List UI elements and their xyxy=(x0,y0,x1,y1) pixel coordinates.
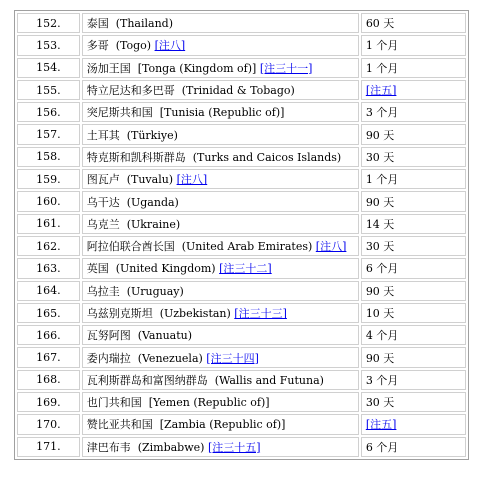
stay-period-cell xyxy=(361,80,466,100)
country-name-en: (Togo) xyxy=(115,39,152,53)
footnote-link[interactable]: [注三十二] xyxy=(219,262,272,276)
country-cell xyxy=(82,414,359,434)
row-number: 166. xyxy=(17,325,80,345)
country-name-en: (Trinidad & Tobago) xyxy=(181,84,295,98)
row-number: 154. xyxy=(17,58,80,78)
row-number: 159. xyxy=(17,169,80,189)
table-row xyxy=(17,392,466,412)
stay-period-cell: 6 个月 xyxy=(361,437,466,457)
footnote-link[interactable]: [注三十五] xyxy=(207,440,261,454)
country-cell xyxy=(82,35,359,55)
stay-period-cell: 90 天 xyxy=(361,281,466,301)
spacer xyxy=(131,62,138,75)
table-row xyxy=(17,13,466,33)
country-name-zh: 多哥 xyxy=(86,39,109,53)
row-number: 169. xyxy=(17,392,80,412)
spacer xyxy=(153,106,160,119)
spacer xyxy=(120,218,127,231)
table-row xyxy=(17,281,466,301)
country-name-en: (Tuvalu) xyxy=(126,173,174,187)
stay-period-cell: 10 天 xyxy=(361,303,466,323)
country-name-en: (Uruguay) xyxy=(126,284,184,298)
row-number: 153. xyxy=(17,35,80,55)
visa-table-container xyxy=(14,10,469,460)
country-name-en: (United Kingdom) xyxy=(115,262,216,276)
table-row xyxy=(17,258,466,278)
country-cell xyxy=(82,58,359,78)
row-number: 162. xyxy=(17,236,80,256)
table-row xyxy=(17,303,466,323)
country-cell xyxy=(82,347,359,367)
country-name-en: (Turks and Caicos Islands) xyxy=(192,150,342,164)
country-name-en: (Venezuela) xyxy=(137,351,203,365)
spacer xyxy=(120,285,127,298)
table-row xyxy=(17,347,466,367)
country-cell xyxy=(82,392,359,412)
country-name-en: (Ukraine) xyxy=(126,217,181,231)
spacer xyxy=(131,329,138,342)
stay-period-cell: 6 个月 xyxy=(361,258,466,278)
stay-period-cell: 30 天 xyxy=(361,392,466,412)
country-name-zh: 乌干达 xyxy=(86,195,120,209)
country-cell xyxy=(82,281,359,301)
spacer xyxy=(109,262,116,275)
spacer xyxy=(131,441,138,454)
country-name-en: (Uzbekistan) xyxy=(159,307,231,320)
table-row xyxy=(17,214,466,234)
spacer xyxy=(120,196,127,209)
table-row xyxy=(17,80,466,100)
footnote-link[interactable]: [注八] xyxy=(154,39,186,53)
country-name-zh: 赞比亚共和国 xyxy=(86,418,153,432)
row-number: 170. xyxy=(17,414,80,434)
country-name-zh: 津巴布韦 xyxy=(86,440,131,454)
country-name-zh: 瓦努阿图 xyxy=(86,329,131,343)
table-body xyxy=(17,13,466,457)
spacer xyxy=(120,173,127,186)
country-name-zh: 特立尼达和多巴哥 xyxy=(86,84,175,98)
country-name-zh: 汤加王国 xyxy=(86,61,131,75)
country-name-en: (United Arab Emirates) xyxy=(181,240,313,254)
footnote-link[interactable]: [注五] xyxy=(365,84,397,98)
country-cell xyxy=(82,102,359,122)
footnote-link[interactable]: [注三十三] xyxy=(234,307,287,320)
stay-period-cell: 1 个月 xyxy=(361,35,466,55)
table-row xyxy=(17,35,466,55)
country-cell xyxy=(82,258,359,278)
table-row xyxy=(17,58,466,78)
country-name-zh: 乌克兰 xyxy=(86,217,120,231)
country-name-zh: 特克斯和凯科斯群岛 xyxy=(86,150,186,164)
country-cell xyxy=(82,214,359,234)
footnote-link[interactable]: [注八] xyxy=(176,173,208,187)
country-name-zh: 瓦利斯群岛和富图纳群岛 xyxy=(86,373,208,387)
table-row xyxy=(17,102,466,122)
country-cell xyxy=(82,370,359,390)
country-cell xyxy=(82,191,359,211)
spacer xyxy=(208,374,215,387)
country-cell xyxy=(82,124,359,144)
country-name-en: (Thailand) xyxy=(115,17,173,31)
footnote-link[interactable]: [注三十一] xyxy=(259,61,313,75)
country-name-zh: 乌兹别克斯坦 xyxy=(86,307,153,320)
row-number: 158. xyxy=(17,147,80,167)
country-name-zh: 英国 xyxy=(86,262,109,276)
row-number: 161. xyxy=(17,214,80,234)
country-cell xyxy=(82,147,359,167)
row-number: 168. xyxy=(17,370,80,390)
country-name-zh: 土耳其 xyxy=(86,128,120,142)
spacer xyxy=(186,151,193,164)
country-name-zh: 乌拉圭 xyxy=(86,284,120,298)
spacer xyxy=(109,17,116,30)
stay-period-cell: 60 天 xyxy=(361,13,466,33)
table-row xyxy=(17,437,466,457)
spacer xyxy=(153,307,160,320)
stay-period-cell: 30 天 xyxy=(361,147,466,167)
table-row xyxy=(17,169,466,189)
footnote-link[interactable]: [注三十四] xyxy=(206,351,259,365)
row-number: 164. xyxy=(17,281,80,301)
table-row xyxy=(17,236,466,256)
spacer xyxy=(142,396,149,409)
stay-period-cell: 1 个月 xyxy=(361,58,466,78)
country-name-en: [Yemen (Republic of)] xyxy=(148,396,270,410)
row-number: 157. xyxy=(17,124,80,144)
row-number: 167. xyxy=(17,347,80,367)
stay-period-cell xyxy=(361,414,466,434)
row-number: 155. xyxy=(17,80,80,100)
table-row xyxy=(17,191,466,211)
country-name-en: (Türkiye) xyxy=(126,128,178,142)
row-number: 160. xyxy=(17,191,80,211)
country-name-en: [Tonga (Kingdom of)] xyxy=(137,61,257,75)
country-name-zh: 泰国 xyxy=(86,17,109,31)
country-cell xyxy=(82,169,359,189)
country-cell xyxy=(82,325,359,345)
stay-period-cell: 90 天 xyxy=(361,347,466,367)
stay-period-cell: 3 个月 xyxy=(361,370,466,390)
country-name-en: (Uganda) xyxy=(126,195,179,209)
country-cell xyxy=(82,13,359,33)
table-row xyxy=(17,124,466,144)
country-name-en: (Vanuatu) xyxy=(137,329,193,343)
table-row xyxy=(17,414,466,434)
spacer xyxy=(120,129,127,142)
stay-period-cell: 3 个月 xyxy=(361,102,466,122)
stay-period-cell: 90 天 xyxy=(361,191,466,211)
row-number: 152. xyxy=(17,13,80,33)
country-name-zh: 突尼斯共和国 xyxy=(86,106,153,120)
visa-free-table xyxy=(14,10,469,460)
stay-period-cell: 4 个月 xyxy=(361,325,466,345)
stay-period-cell: 30 天 xyxy=(361,236,466,256)
country-cell xyxy=(82,437,359,457)
row-number: 156. xyxy=(17,102,80,122)
country-cell xyxy=(82,236,359,256)
country-cell xyxy=(82,303,359,323)
spacer xyxy=(175,84,182,97)
table-row xyxy=(17,325,466,345)
table-row xyxy=(17,147,466,167)
row-number: 171. xyxy=(17,437,80,457)
country-cell xyxy=(82,80,359,100)
spacer xyxy=(175,240,182,253)
row-number: 163. xyxy=(17,258,80,278)
spacer xyxy=(109,39,116,52)
country-name-zh: 也门共和国 xyxy=(86,396,142,410)
country-name-en: (Zimbabwe) xyxy=(137,440,205,454)
country-name-en: (Wallis and Futuna) xyxy=(214,373,324,387)
country-name-en: [Tunisia (Republic of)] xyxy=(159,106,285,120)
stay-period-cell: 90 天 xyxy=(361,124,466,144)
country-name-zh: 委内瑞拉 xyxy=(86,351,131,365)
spacer xyxy=(153,418,160,431)
spacer xyxy=(131,352,138,365)
table-row xyxy=(17,370,466,390)
country-name-zh: 阿拉伯联合酋长国 xyxy=(86,240,175,254)
stay-period-cell: 14 天 xyxy=(361,214,466,234)
stay-period-cell: 1 个月 xyxy=(361,169,466,189)
footnote-link[interactable]: [注八] xyxy=(315,240,347,254)
row-number: 165. xyxy=(17,303,80,323)
country-name-en: [Zambia (Republic of)] xyxy=(159,418,286,432)
footnote-link[interactable]: [注五] xyxy=(365,418,397,432)
country-name-zh: 图瓦卢 xyxy=(86,173,120,187)
